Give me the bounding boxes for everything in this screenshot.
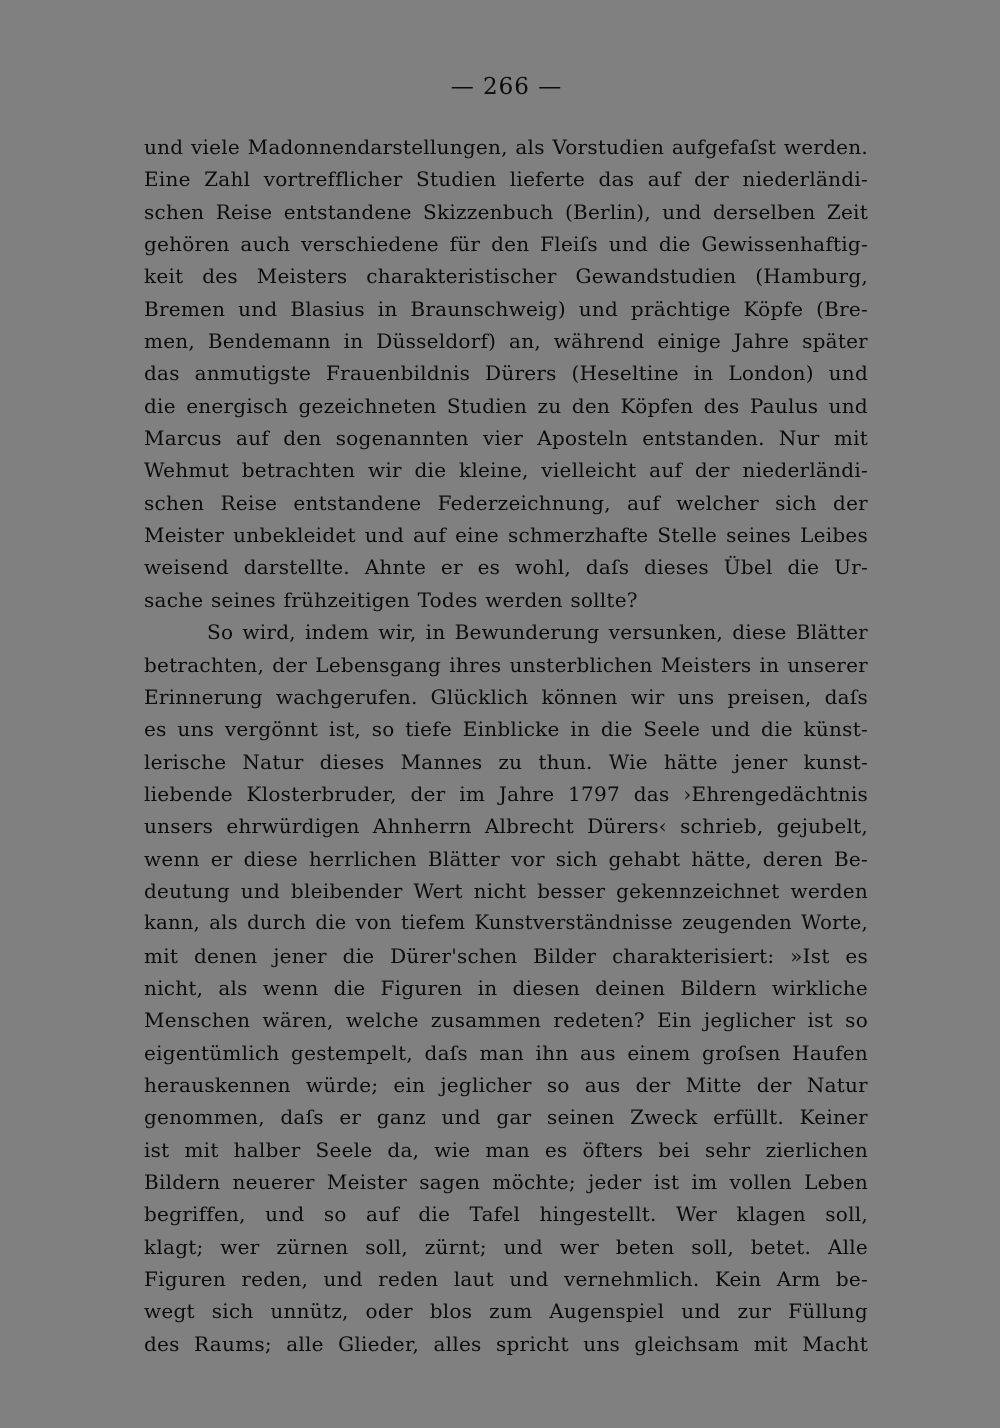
text-line: wegt sich unnütz, oder blos zum Augenspiel und zur Füllung [144, 1299, 868, 1324]
text-line: ist mit halber Seele da, wie man es öfters bei sehr zierlichen [144, 1137, 868, 1162]
text-line: das anmutigste Frauenbildnis Dürers (Heseltine in London) und [144, 361, 868, 386]
text-line: schen Reise entstandene Federzeichnung, auf welcher sich der [144, 490, 868, 515]
text-line: sache seines frühzeitigen Todes werden sollte? [144, 587, 638, 612]
text-line: klagt; wer zürnen soll, zürnt; und wer beten soll, betet. Alle [144, 1234, 868, 1259]
page-number: — 266 — [450, 74, 563, 100]
text-line: des Raums; alle Glieder, alles spricht uns gleichsam mit Macht [144, 1331, 868, 1356]
text-line: betrachten, der Lebensgang ihres unsterblichen Meisters in unserer [144, 652, 868, 677]
body-text [144, 131, 868, 1360]
text-line: weisend darstellte. Ahnte er es wohl, daſs dieses Übel die Ur- [144, 555, 868, 580]
text-line: lerische Natur dieses Mannes zu thun. Wie hätte jener kunst- [144, 749, 868, 774]
text-line: begriffen, und so auf die Tafel hingestellt. Wer klagen soll, [144, 1202, 868, 1227]
text-line: es uns vergönnt ist, so tiefe Einblicke in die Seele und die künst- [144, 717, 868, 742]
text-line: nicht, als wenn die Figuren in diesen deinen Bildern wirkliche [144, 975, 868, 1000]
text-line: Meister unbekleidet und auf eine schmerzhafte Stelle seines Leibes [144, 523, 868, 548]
text-line: men, Bendemann in Düsseldorf) an, während einige Jahre später [144, 329, 868, 354]
text-line: die energisch gezeichneten Studien zu den Köpfen des Paulus und [144, 393, 868, 418]
text-line: Bildern neuerer Meister sagen möchte; jeder ist im vollen Leben [144, 1170, 868, 1194]
text-line: keit des Meisters charakteristischer Gewandstudien (Hamburg, [144, 264, 868, 289]
text-line: schen Reise entstandene Skizzenbuch (Berlin), und derselben Zeit [144, 199, 868, 224]
text-line: und viele Madonnendarstellungen, als Vorstudien aufgefaſst werden. [144, 135, 868, 159]
text-line: eigentümlich gestempelt, daſs man ihn aus einem groſsen Haufen [144, 1040, 868, 1065]
text-line: kann, als durch die von tiefem Kunstverständnisse zeugenden Worte, [144, 911, 868, 935]
text-line: Wehmut betrachten wir die kleine, vielleicht auf der niederländi- [144, 458, 868, 483]
text-line: Marcus auf den sogenannten vier Aposteln entstanden. Nur mit [144, 426, 868, 451]
text-line: Eine Zahl vortrefflicher Studien lieferte das auf der niederländi- [144, 167, 868, 192]
text-line: wenn er diese herrlichen Blätter vor sich gehabt hätte, deren Be- [144, 846, 868, 871]
text-line: deutung und bleibender Wert nicht besser gekennzeichnet werden [144, 878, 868, 903]
text-line: unsers ehrwürdigen Ahnherrn Albrecht Dürers‹ schrieb, gejubelt, [144, 814, 868, 839]
text-line: genommen, daſs er ganz und gar seinen Zweck erfüllt. Keiner [144, 1105, 868, 1130]
text-line: Bremen und Blasius in Braunschweig) und prächtige Köpfe (Bre- [144, 296, 868, 321]
text-line: gehören auch verschiedene für den Fleiſs und die Gewissenhaftig- [144, 232, 868, 257]
text-line: herauskennen würde; ein jeglicher so aus der Mitte der Natur [144, 1072, 868, 1097]
text-line: Figuren reden, und reden laut und vernehmlich. Kein Arm be- [144, 1267, 868, 1292]
paragraph-first-line: So wird, indem wir, in Bewunderung versunken, diese Blätter [207, 620, 868, 645]
text-line: liebende Klosterbruder, der im Jahre 1797 das ›Ehrengedächtnis [144, 781, 868, 806]
text-line: Erinnerung wachgerufen. Glücklich können wir uns preisen, daſs [144, 684, 868, 709]
text-line: mit denen jener die Dürer'schen Bilder charakterisiert: »Ist es [144, 943, 868, 968]
text-line: Menschen wären, welche zusammen redeten? Ein jeglicher ist so [144, 1008, 868, 1033]
